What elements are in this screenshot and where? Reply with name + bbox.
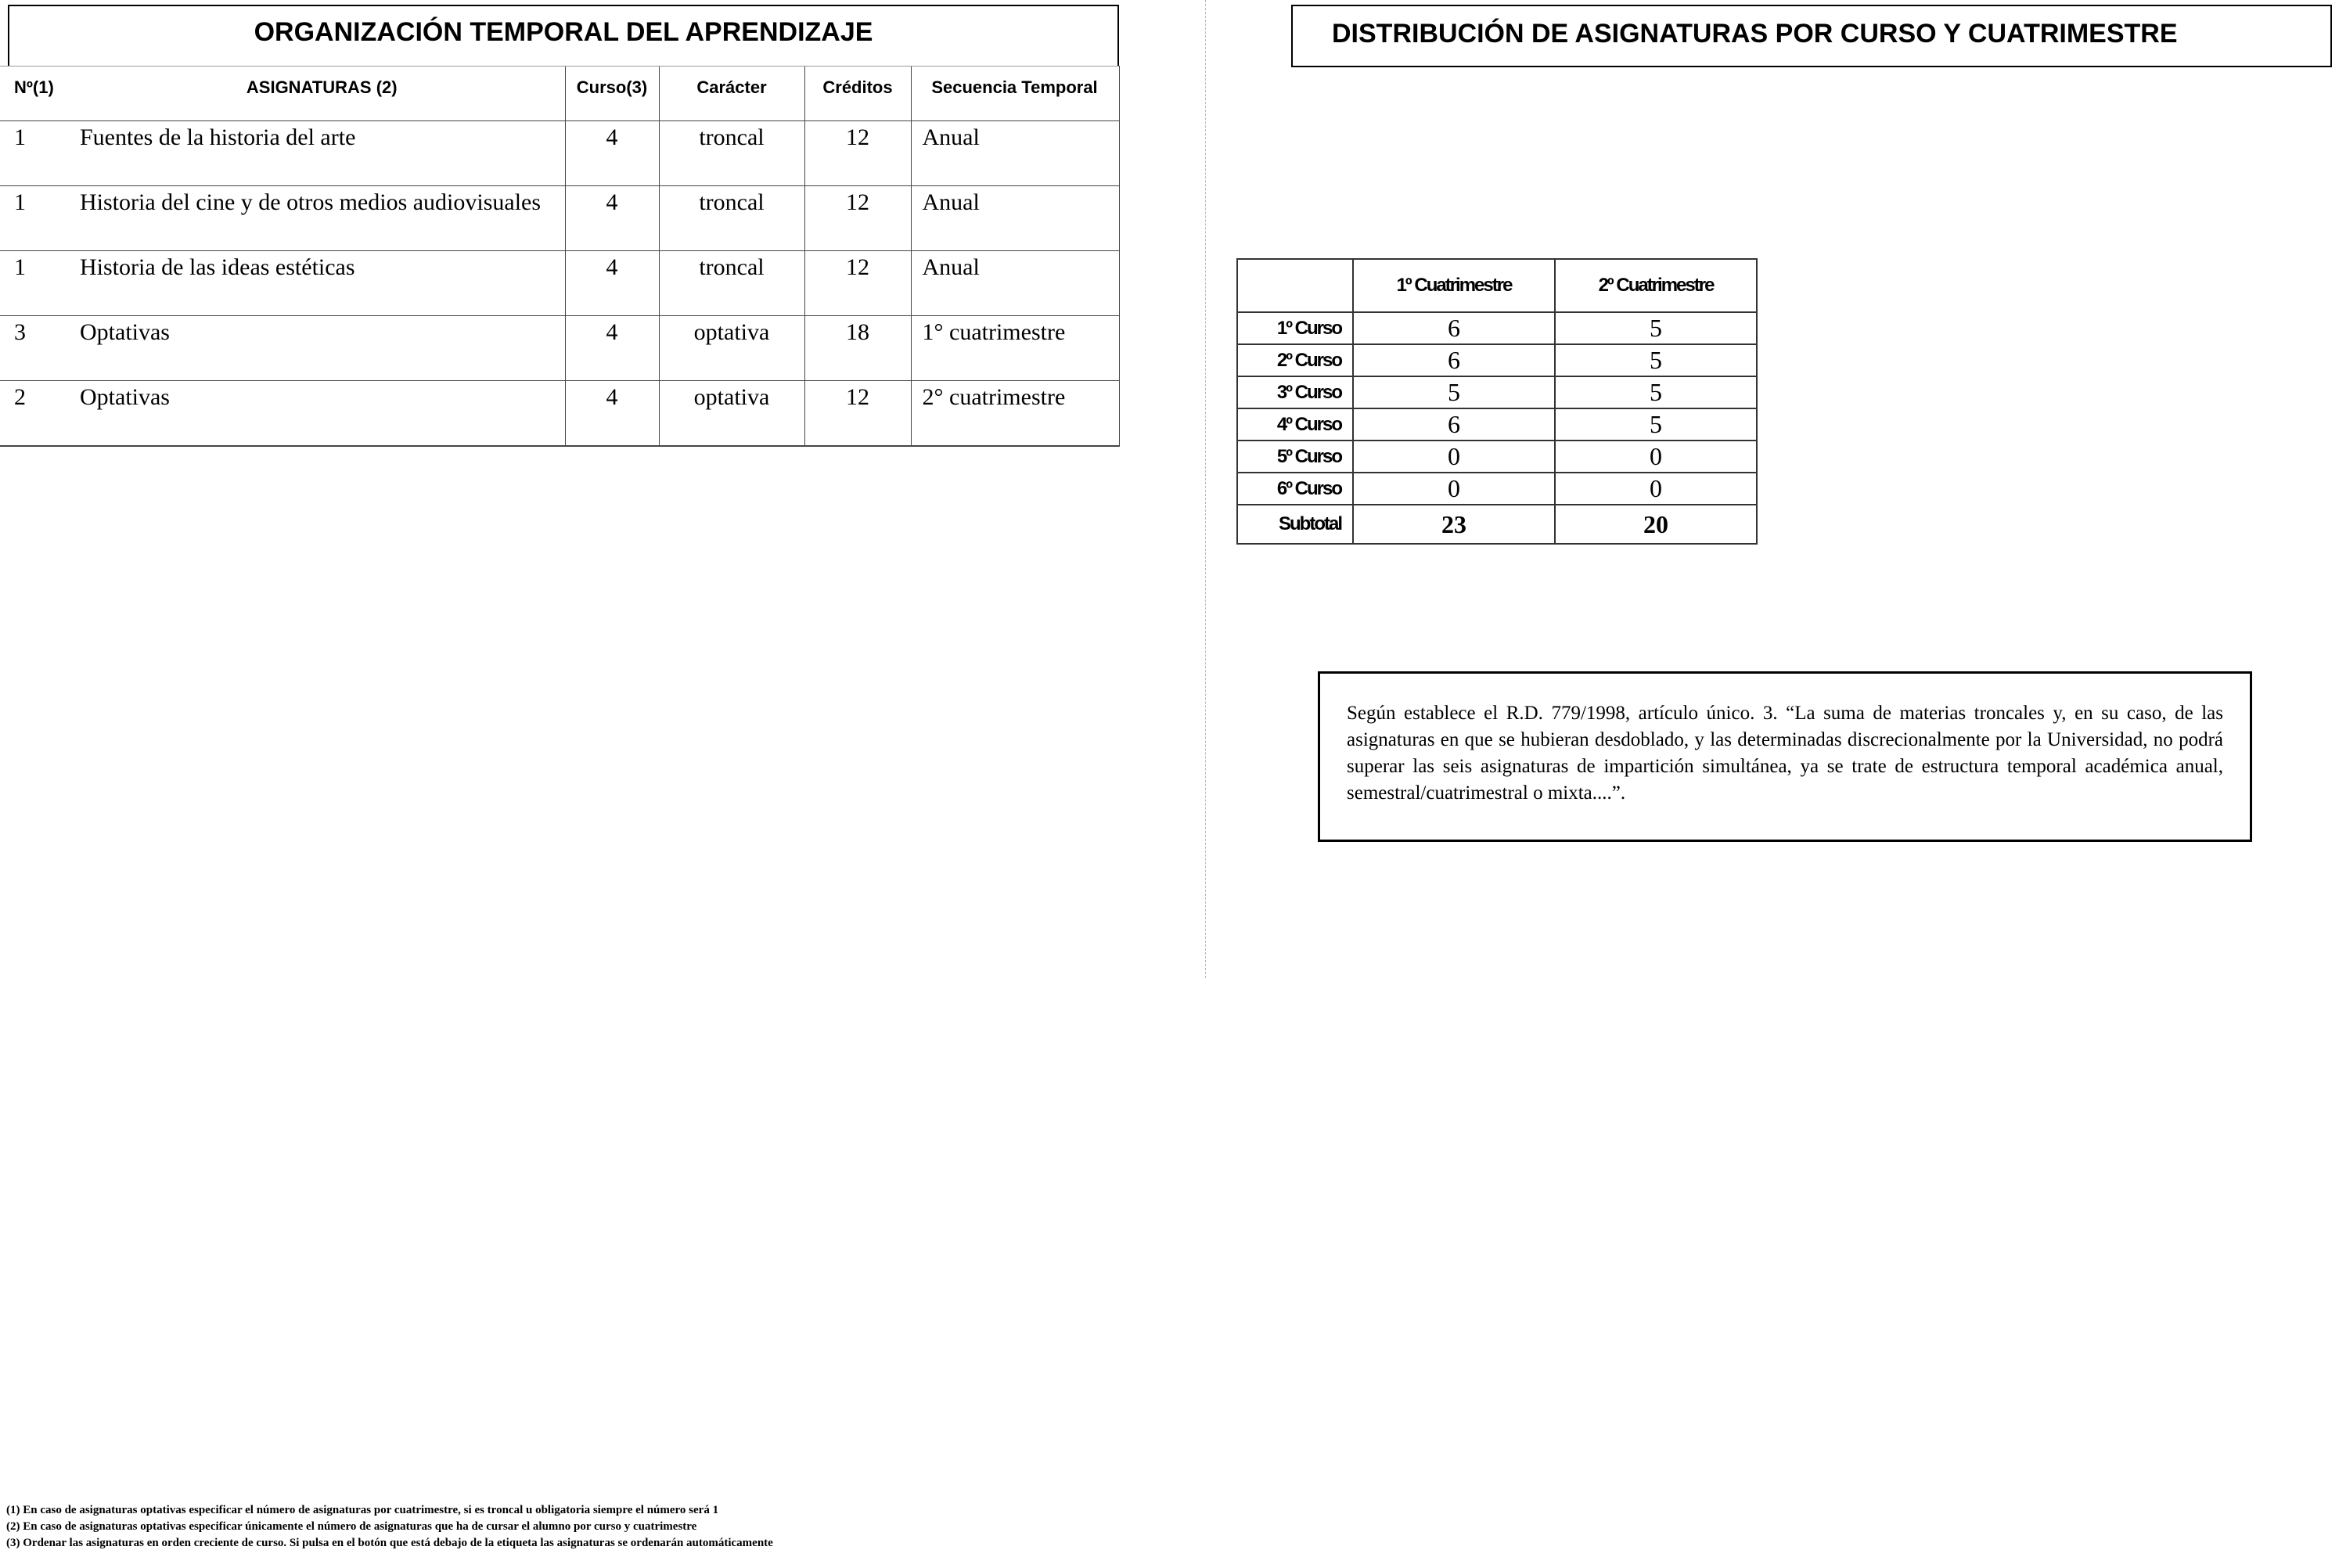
legal-note-text: Según establece el R.D. 779/1998, artículo único. 3. “La suma de materias troncales y, en su caso, de las asignaturas en que se hubieran desdoblado, y las determinadas discrecionalmente por la Universidad, no podrá superar las seis asignaturas de impartición simultánea, ya se trate de estructura temporal académica anual, semestral/cuatrimestral o mixta....”.: [1347, 703, 2223, 804]
distribution-row: [1237, 408, 1757, 441]
cell-no: 2: [0, 381, 70, 446]
page-divider: [1205, 0, 1206, 978]
footnote: (2) En caso de asignaturas optativas especificar únicamente el número de asignaturas que ha de cursar el alumno por curso y cuatrimestre: [6, 1520, 697, 1533]
cell-secuencia: Anual: [911, 186, 1119, 251]
cell-secuencia: Anual: [911, 121, 1119, 186]
cell-creditos: 12: [804, 186, 911, 251]
cell-cuatrimestre-2: 5: [1555, 312, 1757, 344]
cell-cuatrimestre-1: 6: [1353, 344, 1555, 376]
cell-secuencia: 1° cuatrimestre: [911, 316, 1119, 381]
cell-caracter: troncal: [659, 186, 804, 251]
subtotal-row: [1237, 505, 1757, 544]
subtotal-label: Subtotal: [1237, 505, 1353, 544]
left-title-box: [8, 5, 1119, 66]
cell-no: 1: [0, 121, 70, 186]
header-cuatrimestre-2: 2º Cuatrimestre: [1555, 259, 1757, 312]
cell-secuencia: 2° cuatrimestre: [911, 381, 1119, 446]
cell-creditos: 12: [804, 121, 911, 186]
row-label: 4º Curso: [1237, 408, 1353, 441]
distribution-row: [1237, 376, 1757, 408]
header-secuencia: Secuencia Temporal: [911, 67, 1119, 121]
header-no: Nº(1): [0, 67, 70, 121]
cell-curso: 4: [565, 381, 659, 446]
cell-creditos: 18: [804, 316, 911, 381]
cell-caracter: optativa: [659, 381, 804, 446]
table-row: [0, 381, 1119, 446]
distribution-row: [1237, 344, 1757, 376]
learning-organization-table: [0, 66, 1120, 447]
cell-caracter: troncal: [659, 121, 804, 186]
header-asignaturas: ASIGNATURAS (2): [70, 67, 565, 121]
header-curso[interactable]: Curso(3): [565, 67, 659, 121]
header-cuatrimestre-1: 1º Cuatrimestre: [1353, 259, 1555, 312]
row-label: 2º Curso: [1237, 344, 1353, 376]
cell-curso: 4: [565, 121, 659, 186]
cell-curso: 4: [565, 251, 659, 316]
cell-cuatrimestre-2: 5: [1555, 376, 1757, 408]
cell-creditos: 12: [804, 381, 911, 446]
cell-cuatrimestre-2: 0: [1555, 441, 1757, 473]
footnotes: [6, 1502, 773, 1552]
distribution-row: [1237, 312, 1757, 344]
subtotal-cuatrimestre-2: 20: [1555, 505, 1757, 544]
table-row: [0, 121, 1119, 186]
distribution-row: [1237, 441, 1757, 473]
cell-cuatrimestre-2: 5: [1555, 344, 1757, 376]
cell-secuencia: Anual: [911, 251, 1119, 316]
footnote: (1) En caso de asignaturas optativas especificar el número de asignaturas por cuatrimestre, si es troncal u obligatoria siempre el número será 1: [6, 1504, 719, 1516]
cell-asignatura: Historia del cine y de otros medios audiovisuales: [70, 186, 565, 251]
header-caracter: Carácter: [659, 67, 804, 121]
cell-curso: 4: [565, 316, 659, 381]
cell-cuatrimestre-2: 5: [1555, 408, 1757, 441]
cell-cuatrimestre-2: 0: [1555, 473, 1757, 505]
left-title: ORGANIZACIÓN TEMPORAL DEL APRENDIZAJE: [254, 17, 873, 47]
cell-cuatrimestre-1: 6: [1353, 408, 1555, 441]
row-label: 6º Curso: [1237, 473, 1353, 505]
table-row: [0, 316, 1119, 381]
table-header-row: [0, 67, 1119, 121]
cell-cuatrimestre-1: 0: [1353, 473, 1555, 505]
cell-asignatura: Historia de las ideas estéticas: [70, 251, 565, 316]
distribution-row: [1237, 473, 1757, 505]
cell-curso: 4: [565, 186, 659, 251]
row-label: 1º Curso: [1237, 312, 1353, 344]
cell-no: 1: [0, 186, 70, 251]
cell-asignatura: Fuentes de la historia del arte: [70, 121, 565, 186]
header-creditos: Créditos: [804, 67, 911, 121]
cell-cuatrimestre-1: 5: [1353, 376, 1555, 408]
distribution-header-row: [1237, 259, 1757, 312]
corner-cell: [1237, 259, 1353, 312]
cell-caracter: optativa: [659, 316, 804, 381]
cell-asignatura: Optativas: [70, 316, 565, 381]
row-label: 3º Curso: [1237, 376, 1353, 408]
cell-asignatura: Optativas: [70, 381, 565, 446]
distribution-table: [1236, 258, 1758, 545]
cell-cuatrimestre-1: 6: [1353, 312, 1555, 344]
table-row: [0, 186, 1119, 251]
cell-caracter: troncal: [659, 251, 804, 316]
cell-no: 3: [0, 316, 70, 381]
footnote: (3) Ordenar las asignaturas en orden creciente de curso. Si pulsa en el botón que está debajo de la etiqueta las asignaturas se ordenarán automáticamente: [6, 1537, 773, 1549]
subtotal-cuatrimestre-1: 23: [1353, 505, 1555, 544]
legal-note-box: [1318, 671, 2252, 842]
row-label: 5º Curso: [1237, 441, 1353, 473]
cell-no: 1: [0, 251, 70, 316]
right-title-box: [1291, 5, 2332, 67]
cell-cuatrimestre-1: 0: [1353, 441, 1555, 473]
cell-creditos: 12: [804, 251, 911, 316]
table-row: [0, 251, 1119, 316]
right-title: DISTRIBUCIÓN DE ASIGNATURAS POR CURSO Y CUATRIMESTRE: [1332, 19, 2178, 49]
